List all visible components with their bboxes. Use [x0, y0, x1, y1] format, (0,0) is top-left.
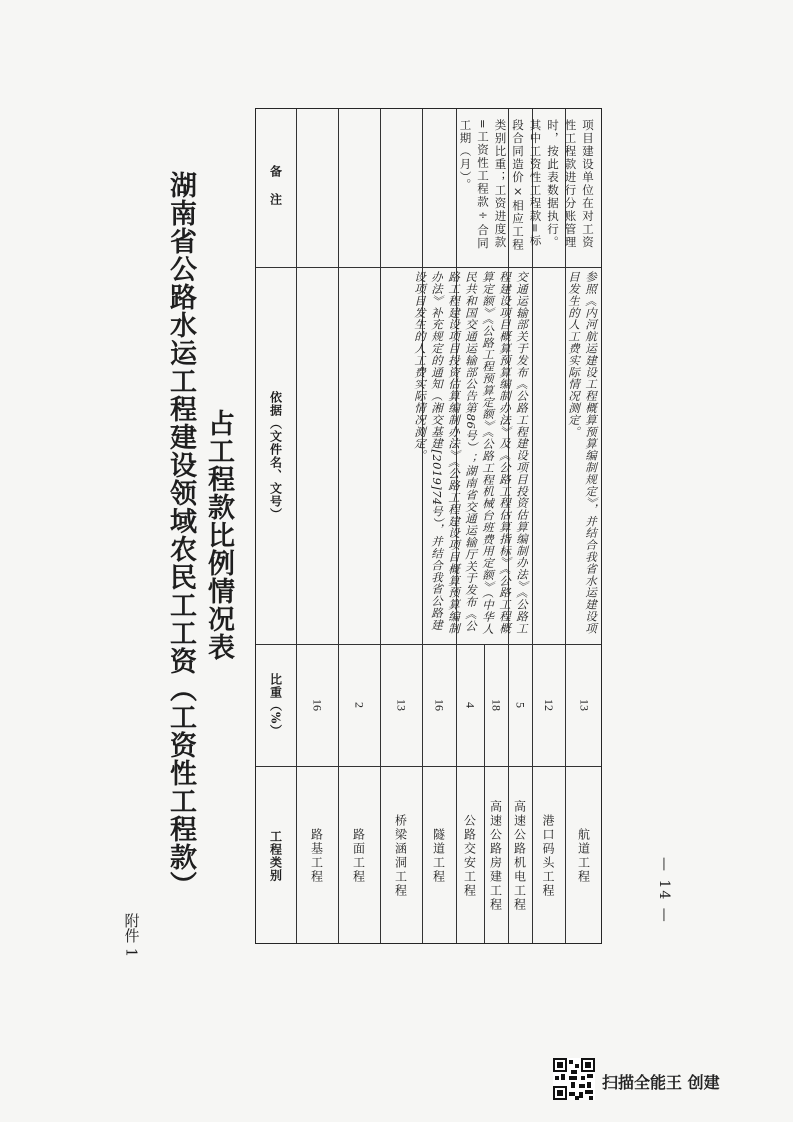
page-number: — 14 —	[656, 856, 672, 924]
header-category: 工程类别	[268, 829, 283, 882]
table-row-category: 路基工程	[309, 827, 324, 884]
table-row-ratio: 16	[310, 699, 325, 711]
basis-highway-text: 交通运输部关于发布《公路工程建设项目投资估算编制办法》《公路工程建设项目概算预算编制办法》及《公路工程估算指标》《公路工程概算定额》《公路工程预算定额》《公路工程机械台班费用定额》（中华人民共和国交通运输部公告第86号）；湖南省交通运输厅关于发布《公路工程建设项目投资估算编制办法》《公路工程建设项目概算预算编制办法》补充规定的通知（湘交基建[2019]74号），并结合我省公路建设项目发生的人工费实际情况测定。	[413, 271, 529, 635]
header-remark: 备 注	[268, 164, 283, 212]
header-ratio: 比重（%）	[268, 672, 283, 738]
table-row-category: 高速公路房建工程	[488, 799, 503, 912]
scanner-brand-watermark: 扫描全能王 创建	[602, 1073, 720, 1092]
table-row-category: 路面工程	[351, 827, 366, 884]
table-row-ratio: 13	[394, 699, 409, 711]
table-row-ratio: 5	[513, 702, 528, 708]
remark-text: 项目建设单位在对工资性工程款进行分账管理时，按此表数据执行。其中工资性工程款=标段合同造价×相应工程类别比重；工资进度款=工资性工程款÷合同工期（月）。	[458, 119, 595, 252]
table-row-ratio: 16	[432, 699, 447, 711]
table-row-category: 航道工程	[576, 827, 591, 884]
qr-code-icon	[553, 1058, 595, 1100]
attachment-label: 附件 1	[122, 912, 141, 958]
table-row-ratio: 18	[489, 699, 504, 711]
document-title-line2: 占工程款比例情况表	[203, 409, 234, 661]
table-row-category: 隧道工程	[431, 827, 446, 884]
table-row-category: 港口码头工程	[541, 813, 555, 898]
basis-waterway-text: 参照《内河航运建设工程概算预算编制规定》，并结合我省水运建设项目发生的人工费实际情况测定。	[567, 271, 598, 635]
table-row-category: 公路交安工程	[462, 813, 477, 898]
ratio-table	[255, 108, 602, 944]
row-divider	[256, 267, 601, 268]
table-row-ratio: 12	[542, 699, 556, 711]
table-row-ratio: 2	[352, 702, 367, 708]
header-basis: 依据（文件名、文号）	[268, 390, 283, 521]
document-title-line1: 湖南省公路水运工程建设领域农民工工资（工资性工程款）	[165, 171, 196, 899]
table-row-category: 桥梁涵洞工程	[393, 813, 408, 898]
table-row-ratio: 13	[577, 699, 592, 711]
table-row-category: 高速公路机电工程	[512, 799, 527, 912]
table-row-ratio: 4	[463, 702, 478, 708]
